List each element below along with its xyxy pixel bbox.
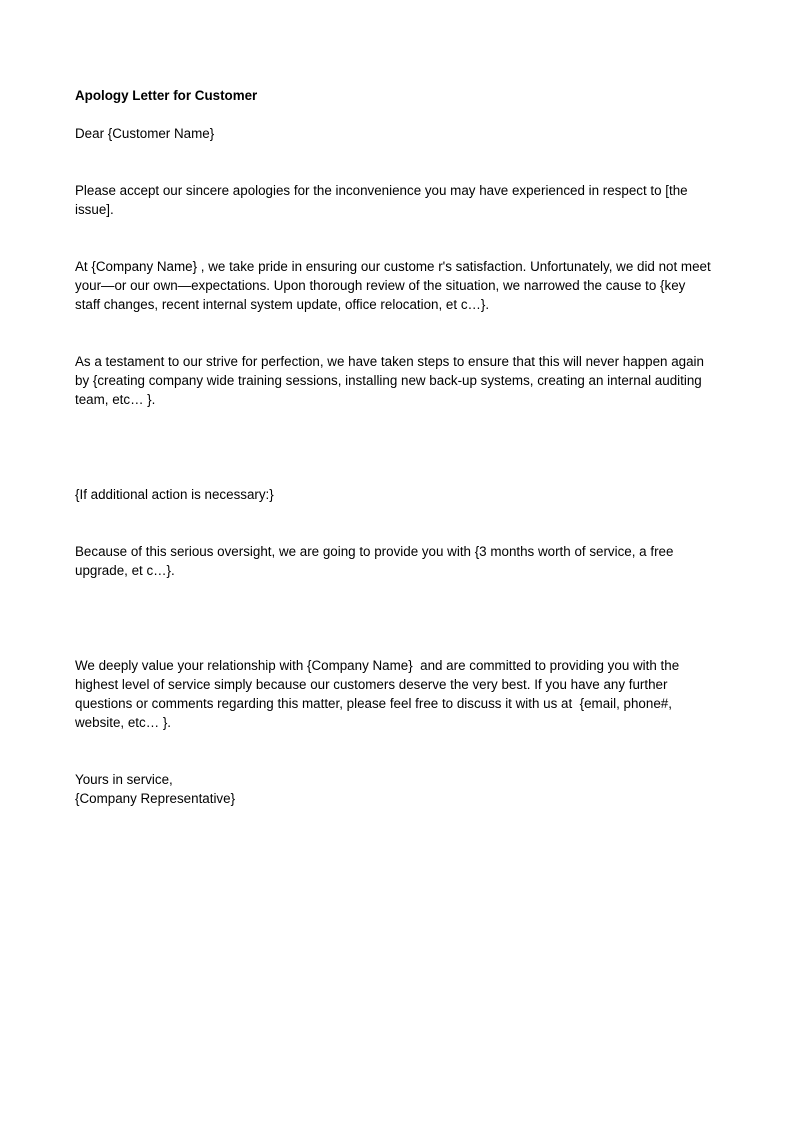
- compensation-text: Because of this serious oversight, we are going to provide you with {3 months worth of service, a free upgrade, et c…}.: [75, 544, 678, 578]
- corrective-action-paragraph: As a testament to our strive for perfection, we have taken steps to ensure that this will never happen again by {creating company wide training sessions, installing new back-up systems, creating an internal auditing team, etc… }.: [75, 354, 708, 407]
- letter-title: Apology Letter for Customer: [75, 88, 258, 103]
- letter-greeting: Dear {Customer Name}: [75, 126, 215, 141]
- conditional-note: {If additional action is necessary:}: [75, 487, 274, 502]
- closing-line: Yours in service,: [75, 772, 173, 787]
- explanation-paragraph: At {Company Name} , we take pride in ensuring our custome r's satisfaction. Unfortunately, we did not meet your—or our own—expectations. Upon thorough review of the situation, we narrowed the cause to {key staff changes, recent internal system update, office relocation, et c…}.: [75, 259, 715, 312]
- value-paragraph: We deeply value your relationship with {Company Name} and are committed to providing you with the highest level of service simply because our customers deserve the very best. If you have any further questions or comments regarding this matter, please feel free to discuss it with us at {email, phone#, website, etc… }.: [75, 658, 683, 730]
- signature-line: {Company Representative}: [75, 791, 236, 806]
- closing-block: [75, 770, 718, 808]
- apology-paragraph: Please accept our sincere apologies for the inconvenience you may have experienced in respect to [the issue].: [75, 183, 692, 217]
- conditional-paragraph: [75, 447, 713, 618]
